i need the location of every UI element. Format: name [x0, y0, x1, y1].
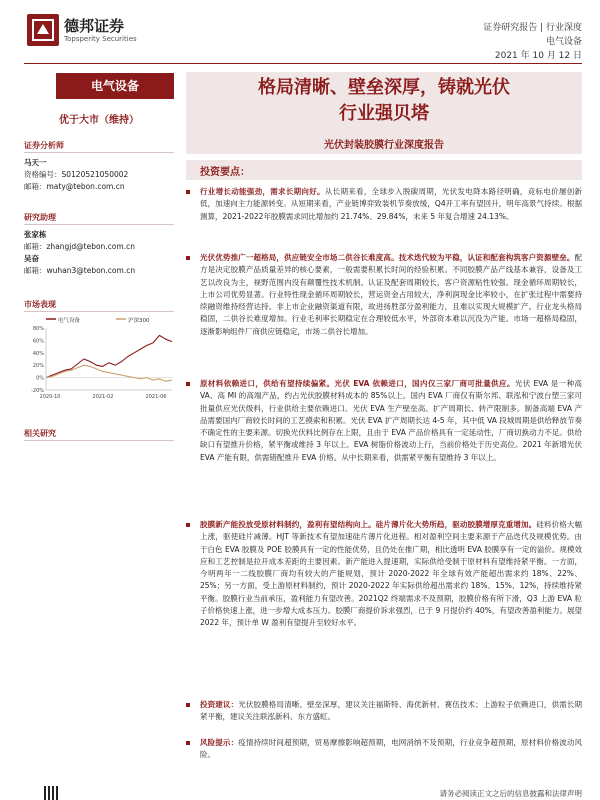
point-4-text	[200, 519, 582, 630]
market-section-heading: 市场表现	[24, 300, 56, 309]
bullet-icon	[186, 523, 190, 527]
point-5	[186, 699, 582, 724]
report-title	[186, 75, 582, 127]
assistant-2-email[interactable]: 邮箱：wuhan3@tebon.com.cn	[24, 266, 136, 275]
header-rule	[24, 63, 582, 64]
related-section-rule	[24, 440, 174, 441]
point-2-text	[200, 252, 582, 338]
point-5-highlight: 投资建议：	[200, 700, 239, 709]
report-type-label: 证券研究报告	[483, 23, 538, 33]
point-3-text	[200, 378, 582, 464]
point-4-highlight: 胶膜新产能投放受原材料制约，盈利有望结构向上。硅片薄片化大势所趋，驱动胶膜增厚克重增加。	[200, 520, 537, 529]
header-divider: |	[540, 23, 546, 33]
point-2	[186, 252, 582, 338]
analyst-cert: 资格编号：S0120521050002	[24, 170, 129, 179]
bullet-icon	[186, 382, 190, 386]
y-tick-label: 60%	[32, 338, 44, 345]
point-3-highlight: 原材料依赖进口，供给有望持续偏紧。光伏 EVA 依赖进口，国内仅三家厂商可批量供应。	[200, 379, 515, 388]
point-4-body: 硅料价格大幅上涨，驱使硅片减薄。HJT 等新技术有望加速硅片薄片化进程。相对盈利空间主要来源于产品迭代及规模优势。由于白色 EVA 胶膜及 POE 胶膜具有一定的性能优势，且仍处在推广期，相比透明 EVA 胶膜享有一定的溢价。规模效应和工艺控制是拉开成本差距的主要因素。新产能进入提速期，实际供给受制于原材料有望维持紧平衡。一方面，今明两年一二线胶膜厂商均有较大的产能规划，预计 2020-2022 年全球有效产能超出需求约 18%、22%、25%；另一方面，受上游原材料制约，预计 2020-2022 年实际供给超出需求约 18%、15%、12%，持续维持紧平衡。胶膜行业当前承压，盈利能力有望改善。2021Q2 终端需求不及预期，胶膜价格有所下滑，Q3 上游 EVA 粒子价格快速上涨，进一步增大成本压力。胶膜厂商提价诉求强烈，已于 9 月提价约 40%，有望改善盈利能力。展望 2022 年，预计单 W 盈利有望提升至较好水平。	[200, 520, 583, 628]
point-1	[186, 186, 582, 223]
bullet-icon	[186, 190, 190, 194]
point-6-text	[200, 737, 582, 762]
assistant-1-name: 张家栋	[24, 230, 47, 239]
industry-tag: 电气设备	[56, 73, 174, 99]
bullet-icon	[186, 703, 190, 707]
report-type	[440, 20, 582, 33]
rating: 优于大市（维持）	[59, 115, 139, 126]
legend-label: 沪深300	[128, 318, 150, 324]
point-6	[186, 737, 582, 762]
y-tick-label: 20%	[32, 363, 44, 370]
related-section-heading: 相关研究	[24, 429, 56, 438]
company-logo-icon	[27, 14, 59, 46]
bullet-icon	[186, 741, 190, 745]
point-2-body: 配方是决定胶膜产品质量差异的核心要素，一般需要积累长时间的经验积累。不同胶膜产品产线基本兼容，设备及工艺以改良为主，视野范围内没有颠覆性技术机制。认证及配套周期较长，客户资源粘性较强。现金循环周期较长，上市公司优势显著。行业特性现金循环周期较长，营运资金占用较大，净利润现金比率较小，在扩张过程中需要持续融资维持经营达持。非上市企业融资渠道有限，故进扬胜部分盈利能力，且难以实现大规模扩产。行业龙头格局稳固，二供谷长难度增加。行业毛利率长期稳定在合理较低水平，外部资本难以沉没为产能。市场一超格局稳固，逐渐影响组件厂商供应链稳定，市场二供谷长增加。	[200, 253, 582, 336]
point-1-body: 从长期来看，全球步入脱碳周期，光伏发电降本路径明确，竞标电价屡创新低，加速向主力能源转变。从短期来看，产业链博弈致装机节奏放缓，Q4开工率有望回升，明年高景气持续。根据测算，2021-2022年胶膜需求同比增加约 21.74%、29.84%，未来 5 年复合增速 24.13%。	[200, 187, 583, 221]
assistant-section-heading: 研究助理	[24, 213, 56, 222]
report-title-line2: 行业强贝塔	[339, 103, 429, 124]
bullet-icon	[186, 256, 190, 260]
points-heading-bar	[186, 160, 582, 180]
y-tick-label: -20%	[31, 388, 44, 394]
points-heading: 投资要点：	[200, 167, 250, 178]
assistant-info	[24, 229, 174, 277]
point-3-body: 光伏 EVA 是一种高 VA、高 MI 的高端产品，约占光伏胶膜材料成本的 85%以上。国内 EVA 厂商仅有斯尔邦、联泓和宁波台塑三家可批量供应光伏级料，行业供给主要依赖进口。光伏 EVA 生产壁垒高、扩产周期长、转产限制多。制备高端 EVA 产品需要国内厂商较长时间的工艺摸索和积累。光伏 EVA 扩产周期长达 4-5 年，其中低 VA 段城周期是供给释放节奏不确定性的主要来源。切换光伏料比例存在上限，且由于 EVA 产品价格具有一定延动性，厂商切换动力不足。供给缺口有望推升价格，紧平衡或维持 3 年以上。EVA 树脂价格波动上行，当前价格处于历史高位。2021 年新增光伏 EVA 产能有限，供需错配推升 EVA 价格。从中长期来看，供需紧平衡有望维持 3 年以上。	[200, 379, 582, 462]
assistant-2-name: 吴奋	[24, 254, 39, 263]
x-tick-label: 2021-02	[92, 394, 114, 400]
analyst-email[interactable]: 邮箱：maty@tebon.com.cn	[24, 182, 125, 191]
point-2-highlight: 光伏优势推广一超格局，供应链安全市场二供谷长难度高。技术迭代较为平稳，认证和配套构筑客户资源壁垒。	[200, 253, 575, 262]
analyst-name: 马天一	[24, 158, 47, 167]
market-chart	[24, 314, 176, 404]
company-name-cn: 德邦证券	[64, 17, 125, 35]
legend-label: 电气设备	[58, 318, 81, 324]
assistant-section-rule	[24, 224, 174, 225]
y-tick-label: 80%	[32, 326, 44, 332]
company-name-en: Topsperity Securities	[64, 35, 137, 43]
footer-disclaimer: 请务必阅读正文之后的信息披露和法律声明	[439, 789, 582, 798]
analyst-section-rule	[24, 152, 174, 153]
point-6-body: 疫情持续时间超预期，贸易摩擦影响超预期，电网消纳不及预期，行业竞争超预期，原材料价格波动风险。	[200, 738, 583, 760]
report-date: 2021 年 10 月 12 日	[494, 51, 582, 61]
y-tick-label: 40%	[32, 350, 44, 357]
y-tick-label: 0%	[36, 375, 44, 382]
header-sector: 电气设备	[545, 37, 582, 47]
x-tick-label: 2020-10	[39, 394, 61, 400]
point-4	[186, 519, 582, 630]
point-3	[186, 378, 582, 464]
assistant-1-email[interactable]: 邮箱：zhangjd@tebon.com.cn	[24, 242, 135, 251]
qr-code-icon	[44, 786, 58, 800]
report-subtitle: 光伏封装胶膜行业深度报告	[324, 140, 444, 151]
point-1-text	[200, 186, 582, 223]
report-title-line1: 格局清晰、壁垒深厚，铸就光伏	[258, 77, 510, 98]
analyst-info	[24, 157, 174, 193]
analyst-section-heading: 证券分析师	[24, 141, 64, 150]
point-5-text	[200, 699, 582, 724]
point-6-highlight: 风险提示：	[200, 738, 239, 747]
point-5-body: 光伏胶膜格局清晰、壁垒深厚，建议关注福斯特、海优新材、赛伍技术；上游粒子依赖进口，供需长期紧平衡，建议关注联泓新科、东方盛虹。	[200, 700, 583, 722]
series-line	[46, 365, 172, 381]
market-chart-svg	[24, 314, 176, 404]
x-tick-label: 2021-06	[145, 394, 167, 400]
report-category: 行业深度	[545, 23, 582, 33]
point-1-highlight: 行业增长动能强劲，需求长期向好。	[200, 187, 325, 196]
market-section-rule	[24, 311, 174, 312]
